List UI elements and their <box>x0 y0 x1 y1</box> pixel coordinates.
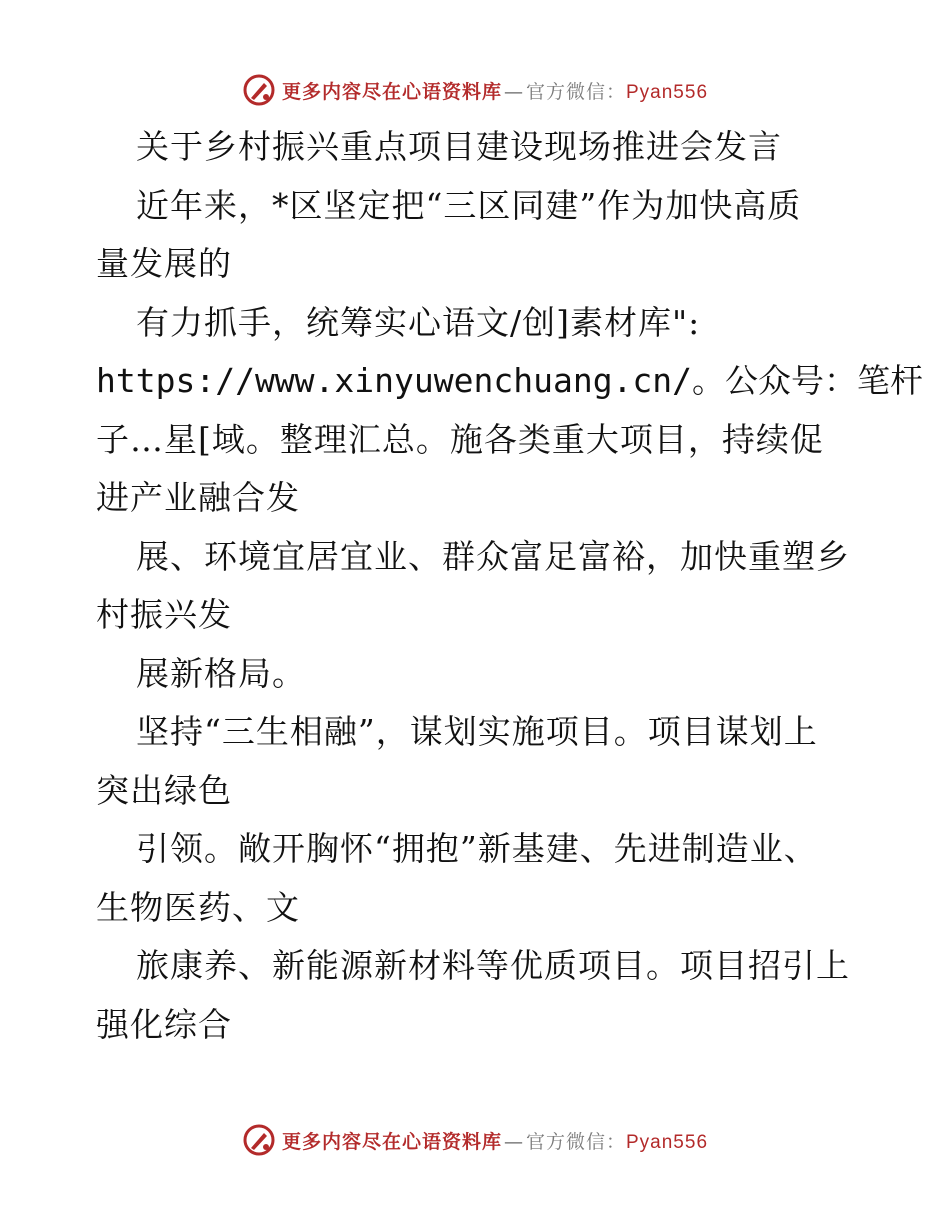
header-watermark <box>0 70 950 110</box>
paragraph-line: 展新格局。 <box>136 653 306 693</box>
pen-seal-icon <box>242 73 276 107</box>
paragraph-line: 引领。敞开胸怀“拥抱”新基建、先进制造业、 <box>136 829 818 868</box>
pen-seal-icon <box>242 1123 276 1157</box>
document-title: 关于乡村振兴重点项目建设现场推进会发言 <box>136 127 782 166</box>
paragraph-line: 生物医药、文 <box>96 887 300 927</box>
watermark-text: 更多内容尽在心语资料库 — 官方微信：Pyan556 <box>281 80 709 103</box>
paragraph-line: 量发展的 <box>96 244 232 283</box>
paragraph-line: https://www.xinyuwenchuang.cn/。公众号：笔杆 <box>96 361 924 400</box>
paragraph-line: 突出绿色 <box>96 770 232 810</box>
document-body <box>96 118 924 1054</box>
watermark-text: 更多内容尽在心语资料库 — 官方微信：Pyan556 <box>281 1130 709 1153</box>
footer-watermark <box>0 1120 950 1160</box>
paragraph-line: 坚持“三生相融”，谋划实施项目。项目谋划上 <box>136 712 818 751</box>
paragraph-line: 村振兴发 <box>96 595 232 634</box>
paragraph-line: 展、环境宜居宜业、群众富足富裕，加快重塑乡 <box>136 536 850 576</box>
paragraph-line: 进产业融合发 <box>96 478 300 517</box>
paragraph-line: 近年来，*区坚定把“三区同建”作为加快高质 <box>136 185 802 225</box>
paragraph-line: 强化综合 <box>96 1004 232 1044</box>
paragraph-line: 有力抓手，统筹实心语文/创]素材库": <box>136 302 701 342</box>
paragraph-line: 子…星[域。整理汇总。施各类重大项目，持续促 <box>96 419 824 459</box>
paragraph-line: 旅康养、新能源新材料等优质项目。项目招引上 <box>136 946 850 985</box>
